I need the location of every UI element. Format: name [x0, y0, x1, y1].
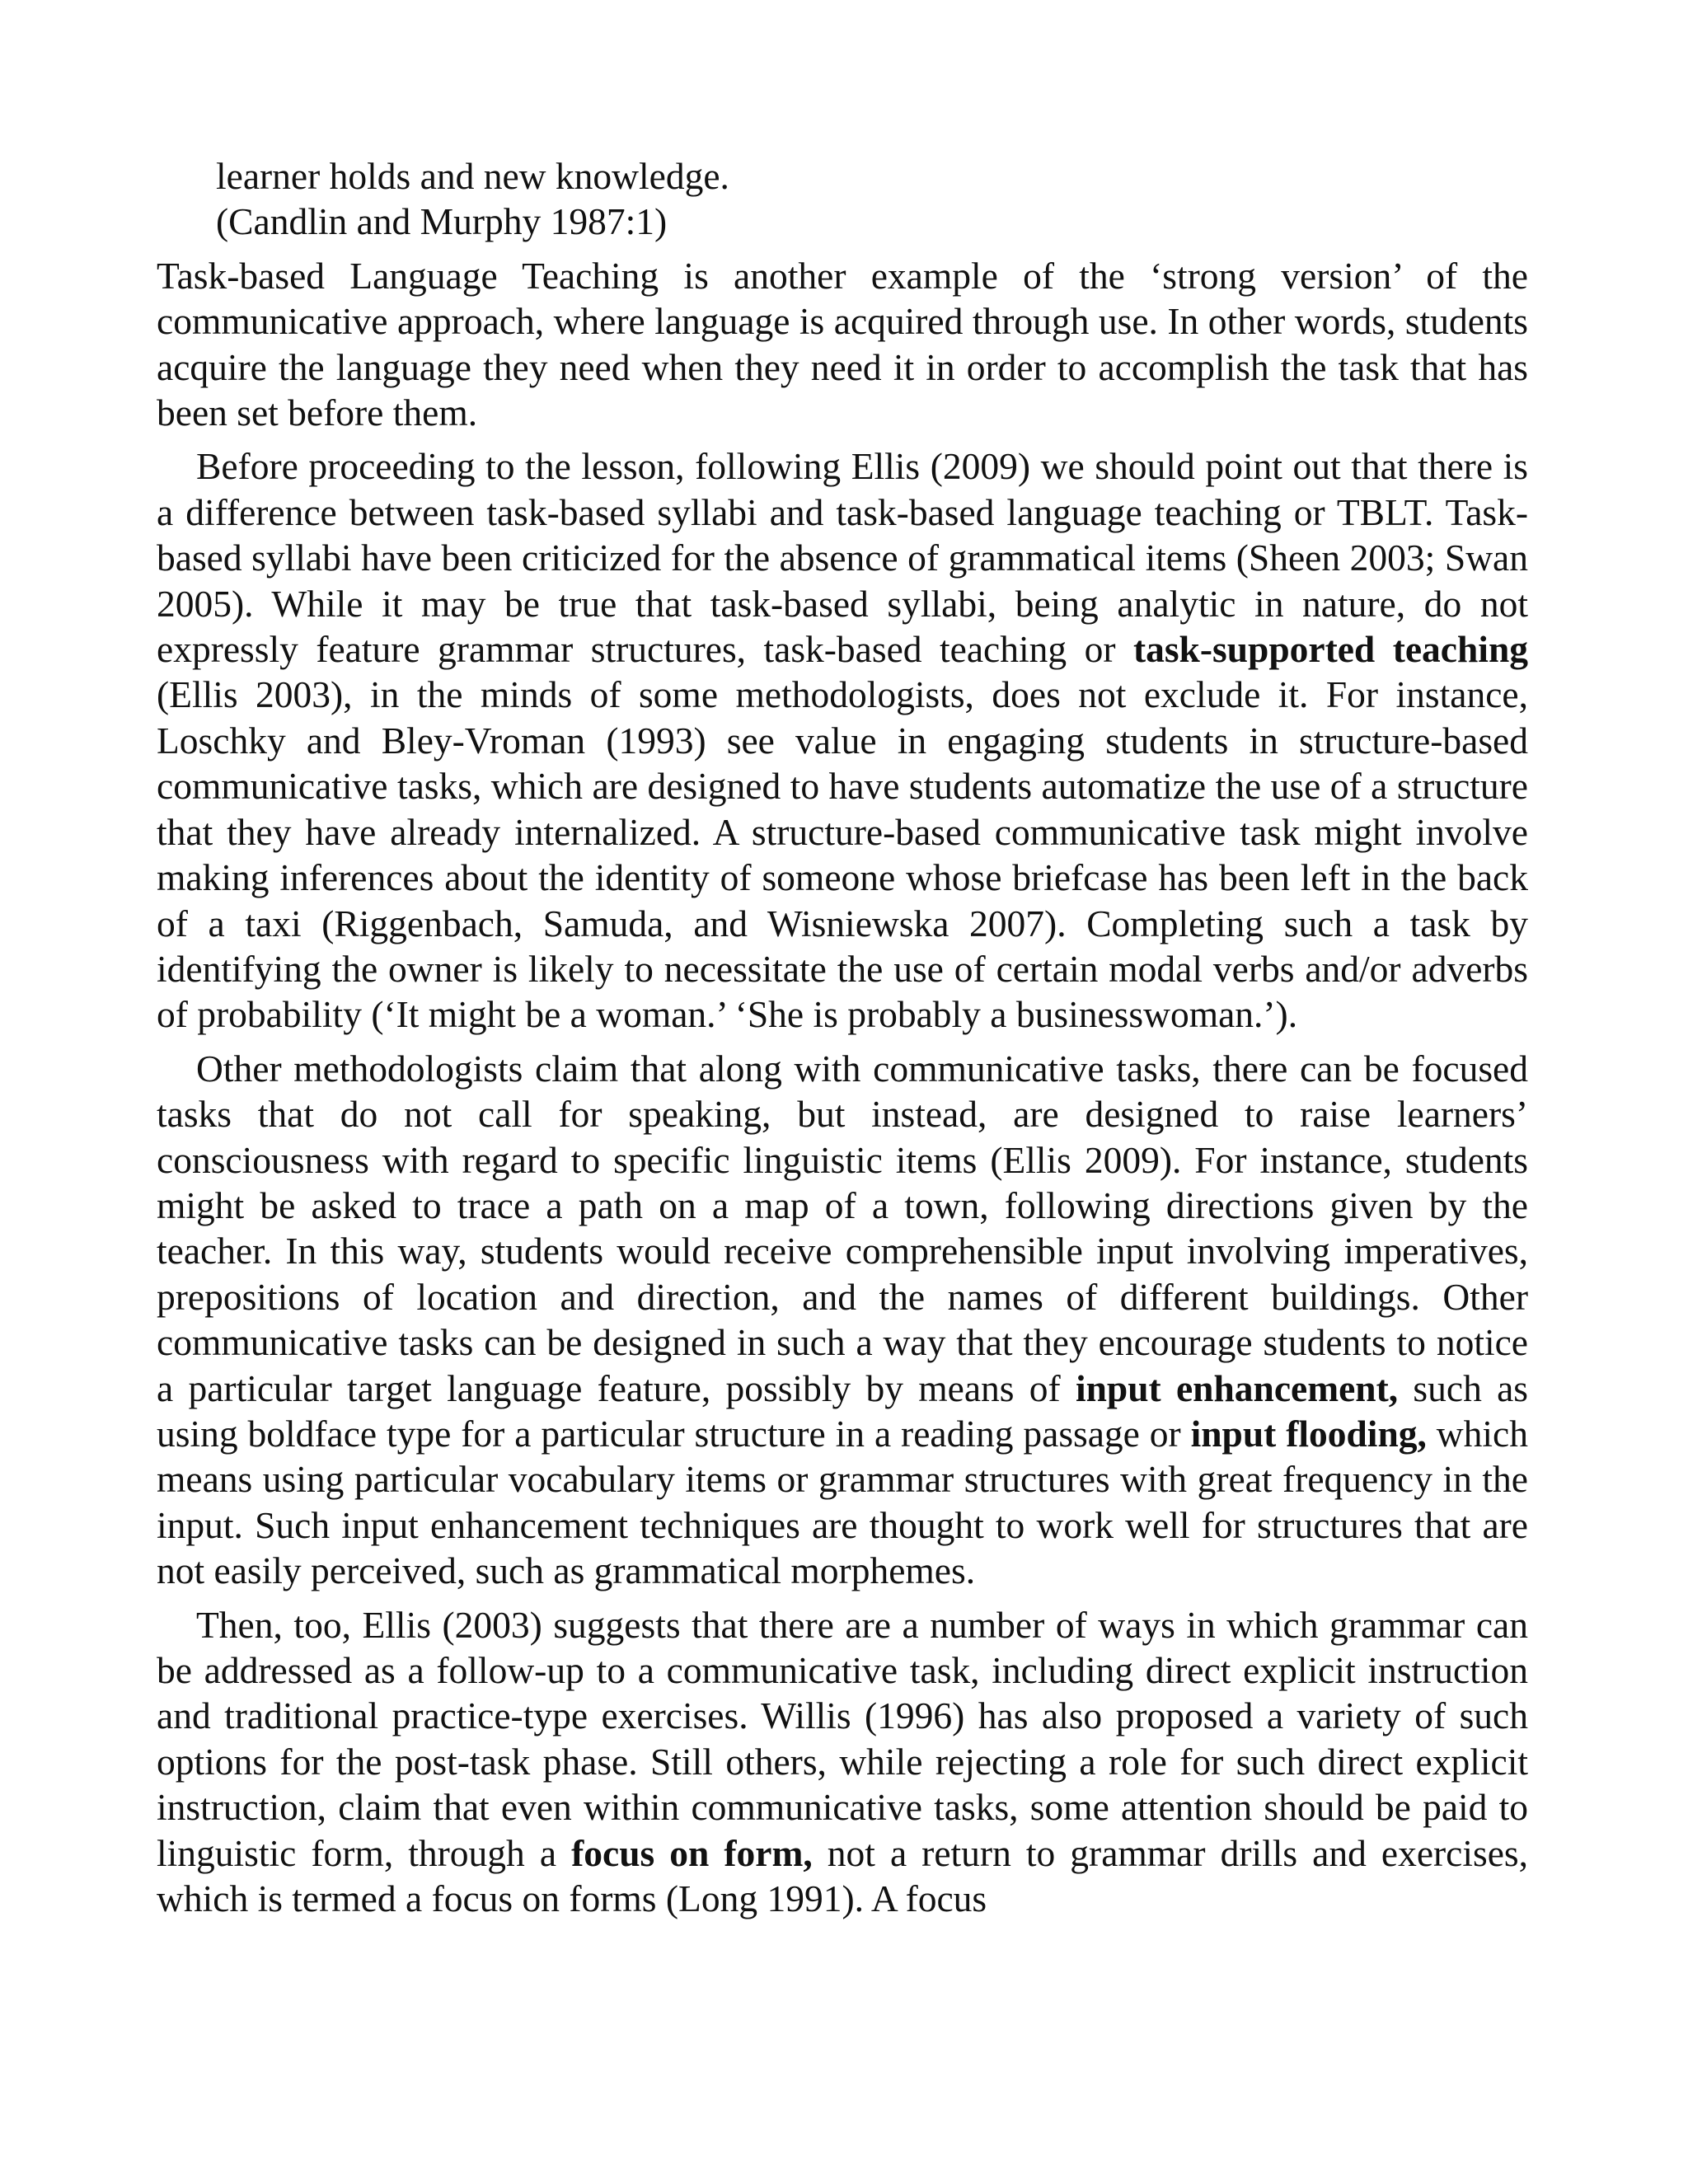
paragraph-4-text-before: Then, too, Ellis (2003) suggests that there are a number of ways in which grammar can be addressed as a follow-up to a communicative task, including direct explicit instruction and traditional practice-type exercises. Willis (1996) has also proposed a variety of such options for the post-task phase. Still others, while rejecting a role for such direct explicit instruction, claim that even within communicative tasks, some attention should be paid to linguistic form, through a [157, 1603, 1528, 1874]
paragraph-3-text-before: Other methodologists claim that along with communicative tasks, there can be focused tasks that do not call for speaking, but instead, are designed to raise learners’ consciousness with regard to specific linguistic items (Ellis 2009). For instance, students might be asked to trace a path on a map of a town, following directions given by the teacher. In this way, students would receive comprehensible input involving imperatives, prepositions of location and direction, and the names of different buildings. Other communicative tasks can be designed in such a way that they encourage students to notice a particular target language feature, possibly by means of [157, 1047, 1528, 1409]
block-quote [216, 153, 1528, 245]
term-input-enhancement: input enhancement, [1075, 1366, 1399, 1409]
term-input-flooding: input flooding, [1190, 1412, 1427, 1455]
paragraph-1 [157, 253, 1528, 436]
term-focus-on-form: focus on form, [571, 1831, 813, 1874]
paragraph-1-text: Task-based Language Teaching is another example of the ‘strong version’ of the communicative approach, where language is acquired through use. In other words, students acquire the language they need when they need it in order to accomplish the task that has been set before them. [157, 254, 1528, 434]
quote-line: learner holds and new knowledge. [216, 155, 729, 197]
paragraph-2-text-after: (Ellis 2003), in the minds of some methodologists, does not exclude it. For instance, Loschky and Bley-Vroman (1993) see value in engaging students in structure-based communicative tasks, which are designed to have students automatize the use of a structure that they have already internalized. A structure-based communicative task might involve making inferences about the identity of someone whose briefcase has been left in the back of a taxi (Riggenbach, Samuda, and Wisniewska 2007). Completing such a task by identifying the owner is likely to necessitate the use of certain modal verbs and/or adverbs of probability (‘It might be a woman.’ ‘She is probably a businesswoman.’). [157, 673, 1528, 1036]
paragraph-3 [157, 1046, 1528, 1594]
paragraph-2 [157, 443, 1528, 1037]
document-page [157, 153, 1528, 1929]
paragraph-4-text-after: not a return to grammar drills and exercises, which is termed a focus on forms (Long 1991). A focus [157, 1831, 1528, 1920]
paragraph-3-text-after: which means using particular vocabulary items or grammar structures with great frequency in the input. Such input enhancement techniques are thought to work well for structures that are not easily perceived, such as grammatical morphemes. [157, 1412, 1528, 1592]
term-task-supported-teaching: task-supported teaching [1132, 628, 1528, 671]
paragraph-3-text-middle: such as using boldface type for a particular structure in a reading passage or [157, 1366, 1528, 1455]
paragraph-4 [157, 1602, 1528, 1922]
quote-citation: (Candlin and Murphy 1987:1) [216, 200, 668, 243]
paragraph-2-text-before: Before proceeding to the lesson, following Ellis (2009) we should point out that there is a difference between task-based syllabi and task-based language teaching or TBLT. Task-based syllabi have been criticized for the absence of grammatical items (Sheen 2003; Swan 2005). While it may be true that task-based syllabi, being analytic in nature, do not expressly feature grammar structures, task-based teaching or [157, 445, 1528, 671]
